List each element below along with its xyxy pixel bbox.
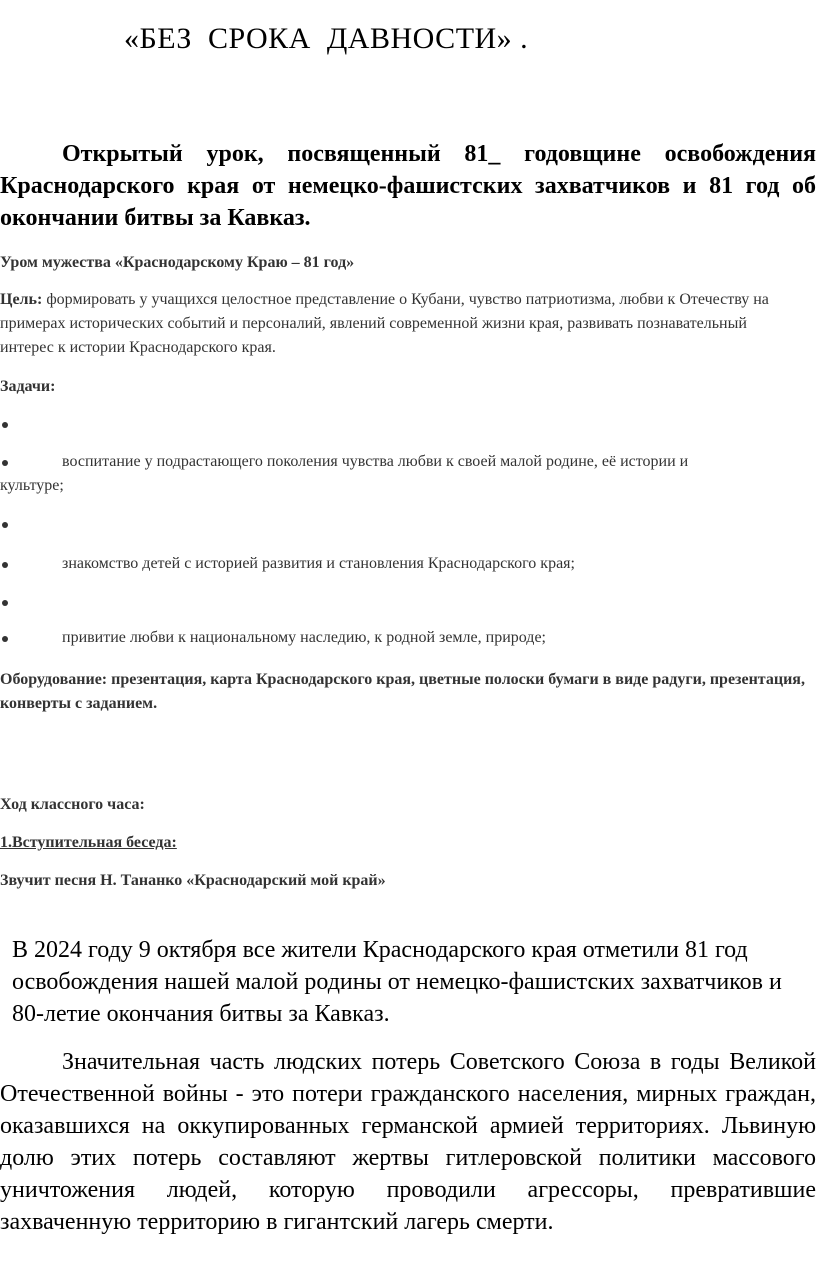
tasks-list [0,412,816,652]
goal-label: Цель: [0,291,43,308]
lesson-heading: Открытый урок, посвященный 81_ годовщине освобождения Краснодарского края от немецко-фашистских захватчиков и 81 год об окончании битвы за Кавказ. [0,141,816,231]
goal-text: формировать у учащихся целостное представление о Кубани, чувство патриотизма, любви к Отечеству на примерах исторических событий и персоналий, явлений современной жизни края, развивать познавательный интерес к истории Краснодарского края. [0,291,769,356]
tasks-label: Задачи: [0,378,56,395]
bullet-icon [2,422,8,428]
bullet-icon [2,636,8,642]
progress-label: Ход классного часа: [0,796,145,813]
document-title: «БЕЗ СРОКА ДАВНОСТИ» . [124,22,529,55]
paragraph-losses: Значительная часть людских потерь Советского Союза в годы Великой Отечественной войны - это потери гражданского населения, мирных граждан, оказавшихся на оккупированных германской армией территориях. Львиную долю этих потерь составляют жертвы гитлеровской политики массового уничтожения людей, которую проводили агрессоры, превратившие захваченную территорию в гигантский лагерь смерти. [0,1049,816,1235]
task-item: воспитание у подрастающего поколения чувства любви к своей малой родине, её истории и [62,453,689,470]
equipment-paragraph: Оборудование: презентация, карта Краснодарского края, цветные полоски бумаги в виде радуги, презентация, конверты с заданием. [0,671,805,712]
bullet-icon [2,562,8,568]
task-item: привитие любви к национальному наследию, к родной земле, природе; [62,629,546,646]
section-heading: 1.Вступительная беседа: [0,834,177,851]
task-item: знакомство детей с историей развития и становления Краснодарского края; [62,555,575,572]
task-item-continuation: культуре; [0,477,64,494]
goal-paragraph [0,288,800,360]
lesson-title: Уром мужества «Краснодарскому Краю – 81 год» [0,254,355,271]
song-line: Звучит песня Н. Тананко «Краснодарский мой край» [0,872,386,889]
bullet-icon [2,460,8,466]
bullet-icon [2,600,8,606]
paragraph-anniversary: В 2024 году 9 октября все жители Краснодарского края отметили 81 год освобождения нашей малой родины от немецко-фашистских захватчиков и 80-летие окончания битвы за Кавказ. [12,937,782,1027]
bullet-icon [2,522,8,528]
